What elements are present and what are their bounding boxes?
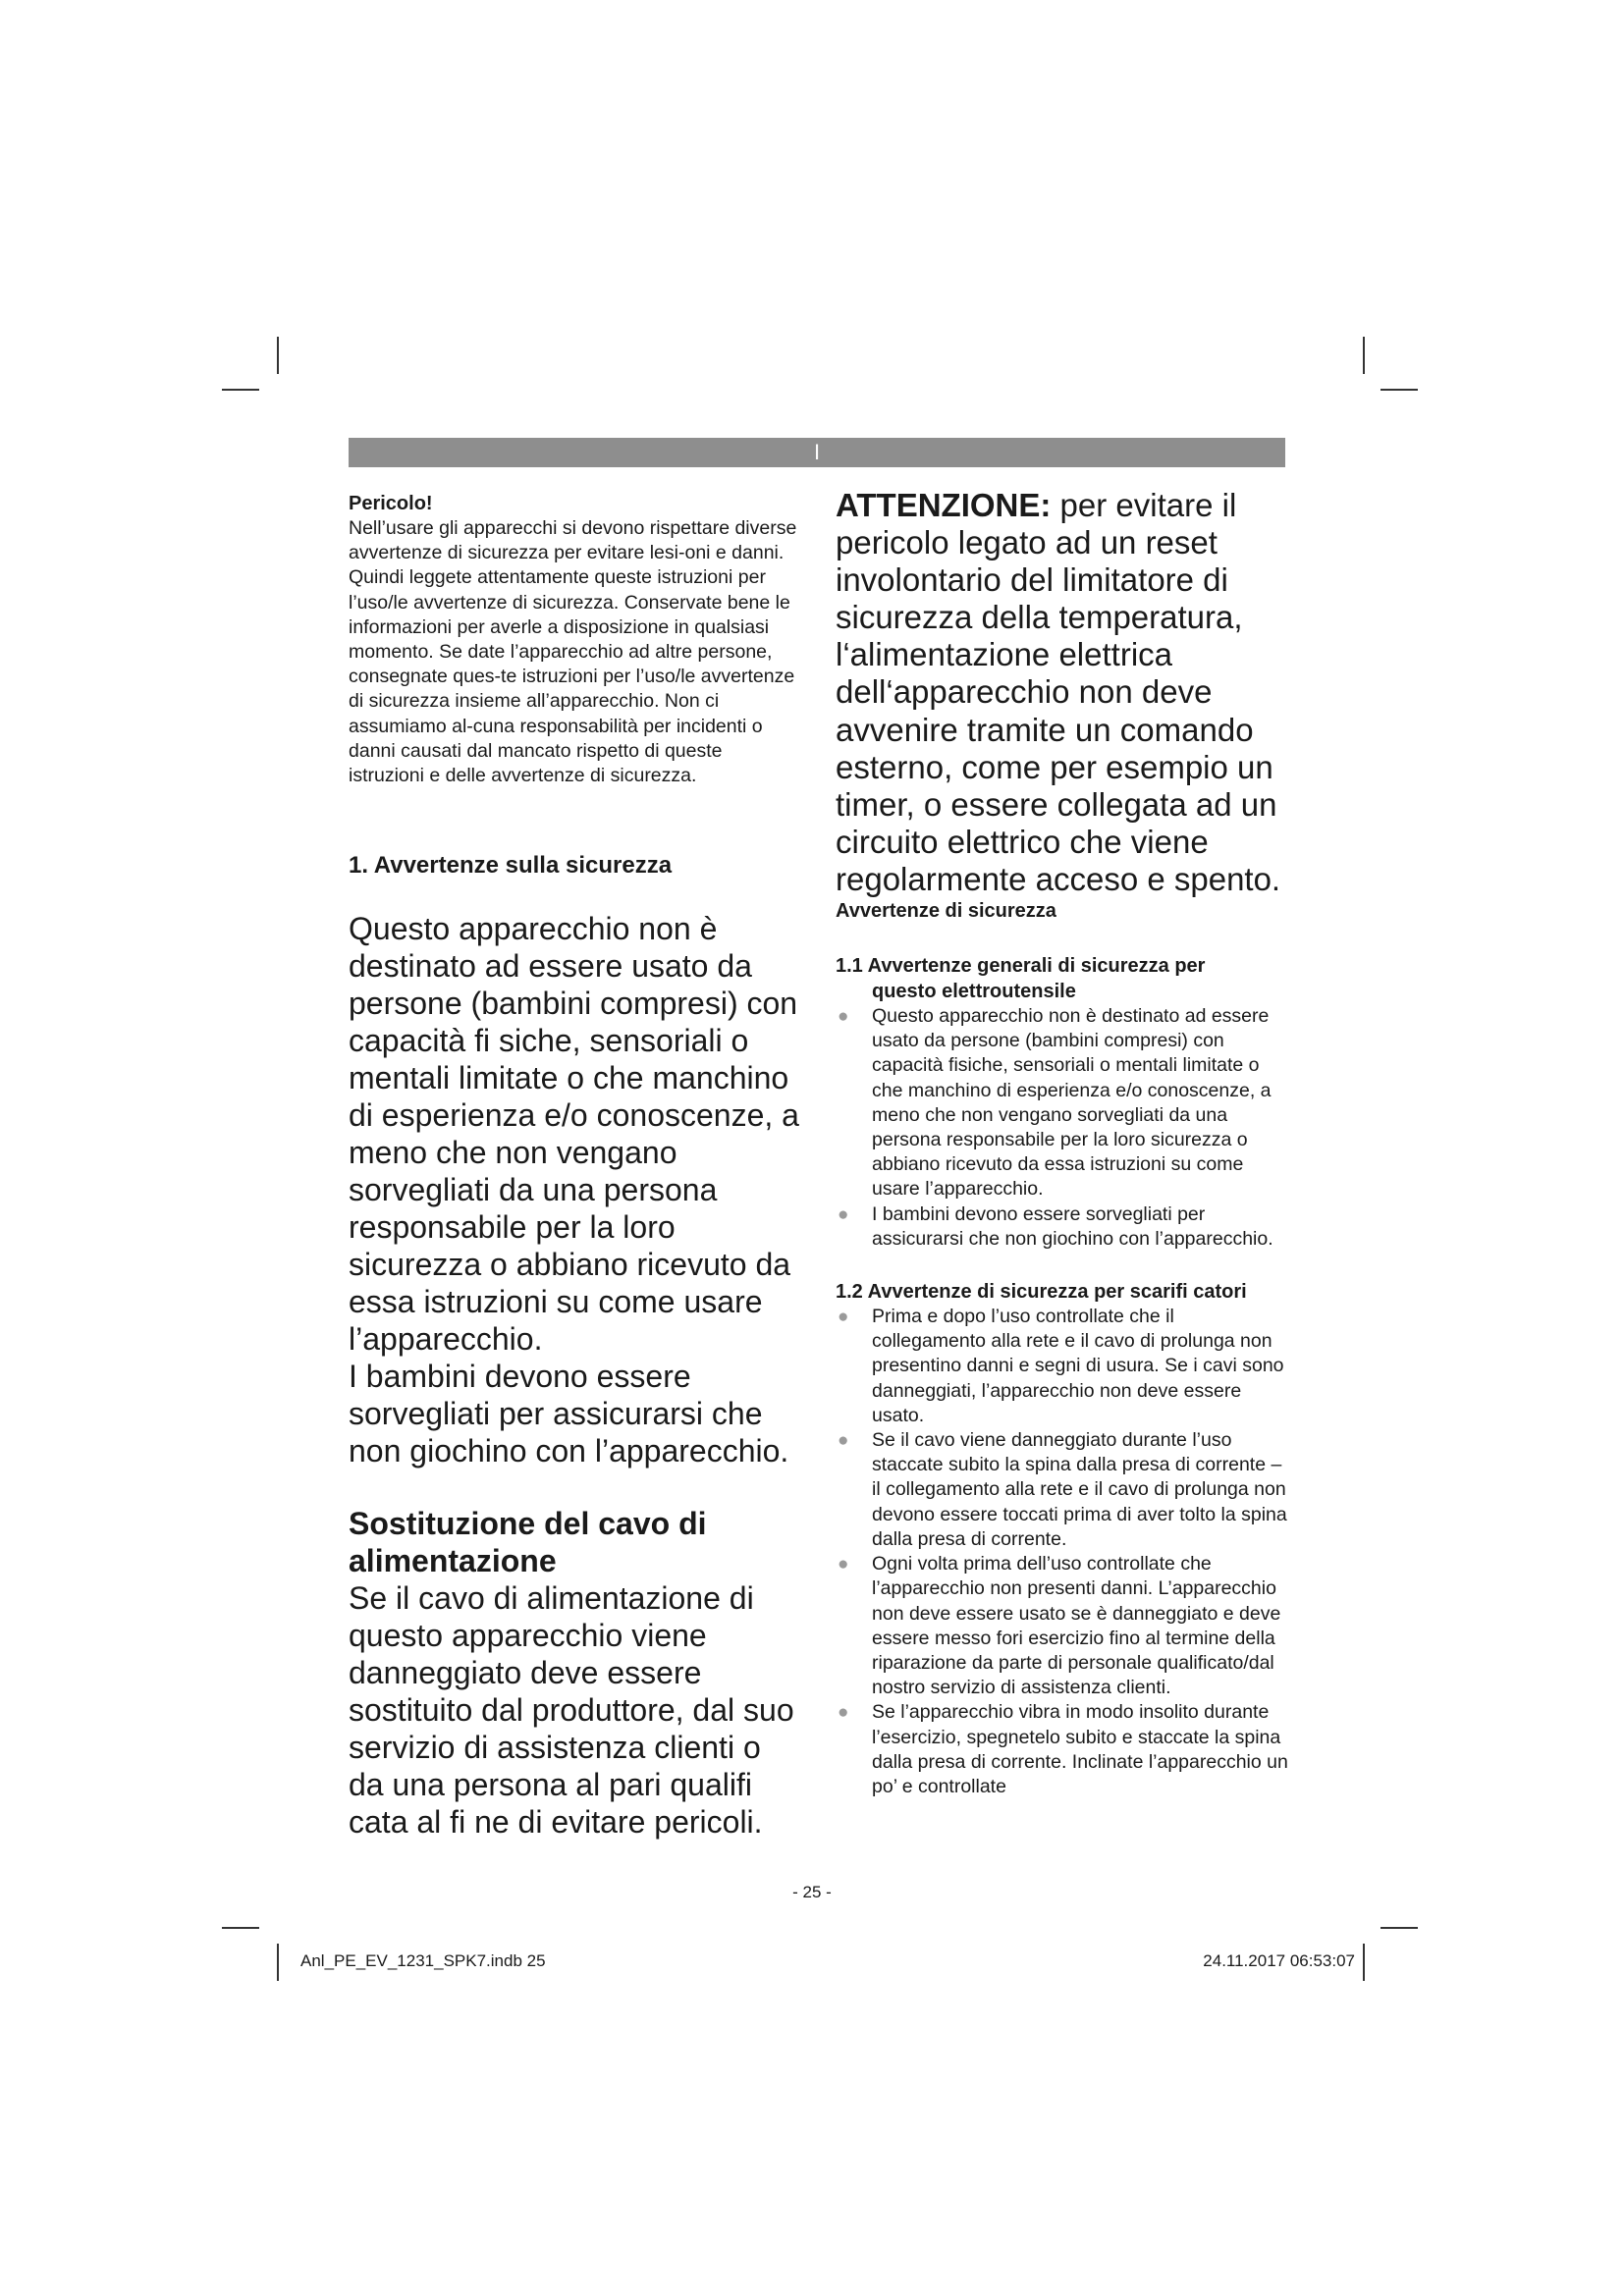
danger-paragraph: Nell’usare gli apparecchi si devono rispettare diverse avvertenze di sicurezza per evitare lesi-oni e danni. Quindi leggete attentamente queste istruzioni per l’uso/le avvertenze di sicurezza. Conservate bene le informazioni per averle a disposizione in qualsiasi momento. Se date l’apparecchio ad altre persone, consegnate ques-te istruzioni per l’uso/le avvertenze di sicurezza insieme all’apparecchio. Non ci assumiamo al-cuna responsabilità per incidenti o danni causati dal mancato rispetto di queste istruzioni e delle avvertenze di sicurezza.: [349, 517, 797, 787]
crop-mark-bottom-right-horizontal: [1380, 1927, 1418, 1929]
right-column: [836, 487, 1289, 1799]
bullet-icon: ●: [838, 1006, 849, 1028]
crop-mark-bottom-right-vertical: [1363, 1944, 1365, 1981]
list-item-text: Ogni volta prima dell’uso controllate che l’apparecchio non presenti danni. L’apparecchio non deve essere usato se è danneggiato e deve essere messo fori esercizio fino al termine della riparazione da parte di personale qualificato/dal nostro servizio di assistenza clienti.: [872, 1553, 1281, 1699]
print-timestamp: 24.11.2017 06:53:07: [1203, 1951, 1355, 1970]
crop-mark-top-right-horizontal: [1380, 389, 1418, 391]
crop-mark-top-right-vertical: [1363, 337, 1365, 374]
attention-label: ATTENZIONE:: [836, 487, 1052, 523]
bullet-icon: ●: [838, 1203, 849, 1225]
bullet-icon: ●: [838, 1702, 849, 1724]
list-item: [836, 1004, 1289, 1202]
bullet-icon: ●: [838, 1307, 849, 1328]
subsection-1-2-title: 1.2 Avvertenze di sicurezza per scarifi catori: [836, 1281, 1247, 1304]
list-item: [836, 1428, 1289, 1552]
list-item-text: Questo apparecchio non è destinato ad essere usato da persone (bambini compresi) con capacità fisiche, sensoriali o mentali limitate o che manchino di esperienza e/o conoscenze, a meno che non vengano sorvegliati da una persona responsabile per la loro sicurezza o abbiano ricevuto da essa istruzioni su come usare l’apparecchio.: [872, 1005, 1272, 1201]
attention-text: per evitare il pericolo legato ad un reset involontario del limitatore di sicurezza della temperatura, l‘alimentazione elettrica dell‘apparecchio non deve avvenire tramite un comando esterno, come per esempio un timer, o essere collegata ad un circuito elettrico che viene regolarmente acceso e spento.: [836, 487, 1281, 897]
subsection-1-1-title-line2: questo elettroutensile: [872, 981, 1076, 1003]
language-header-bar: [349, 438, 1285, 467]
list-item: [836, 1552, 1289, 1700]
list-item-text: I bambini devono essere sorvegliati per assicurarsi che non giochino con l’apparecchio.: [872, 1202, 1273, 1250]
crop-mark-top-left-vertical: [277, 337, 279, 374]
subsection-1-2-list: [836, 1305, 1289, 1799]
list-item: [836, 1202, 1289, 1252]
cable-replacement-heading: Sostituzione del cavo di alimentazione: [349, 1506, 707, 1579]
page-number: - 25 -: [792, 1883, 832, 1901]
subsection-1-1-list: [836, 1004, 1289, 1252]
file-name: Anl_PE_EV_1231_SPK7.indb 25: [300, 1951, 546, 1970]
section-1-title: 1. Avvertenze sulla sicurezza: [349, 852, 673, 880]
crop-mark-bottom-left-horizontal: [222, 1927, 259, 1929]
safety-warnings-heading: Avvertenze di sicurezza: [836, 900, 1056, 923]
subsection-1-1-title: [836, 953, 1289, 1004]
left-column: [349, 491, 800, 1841]
danger-heading: Pericolo!: [349, 493, 433, 514]
list-item-text: Se l’apparecchio vibra in modo insolito durante l’esercizio, spegnetelo subito e staccate la spina dalla presa di corrente. Inclinate l’apparecchio un po’ e controllate: [872, 1701, 1288, 1797]
language-section-letter: I: [813, 440, 821, 464]
children-warning-paragraph: Questo apparecchio non è destinato ad essere usato da persone (bambini compresi) con capacità fi siche, sensoriali o mentali limitate o che manchino di esperienza e/o conoscenze, a meno che non vengano sorvegliati da una persona responsabile per la loro sicurezza o abbiano ricevuto da essa istruzioni su come usare l’apparecchio.: [349, 911, 799, 1358]
cable-replacement-paragraph: Se il cavo di alimentazione di questo apparecchio viene danneggiato deve essere sostituito dal produttore, dal suo servizio di assistenza clienti o da una persona al pari qualifi cata al fi ne di evitare pericoli.: [349, 1580, 794, 1841]
list-item-text: Prima e dopo l’uso controllate che il collegamento alla rete e il cavo di prolunga non presentino danni e segni di usura. Se i cavi sono danneggiati, l’apparecchio non deve essere usato.: [872, 1306, 1284, 1426]
crop-mark-bottom-left-vertical: [277, 1944, 279, 1981]
bullet-icon: ●: [838, 1430, 849, 1452]
list-item: [836, 1305, 1289, 1428]
list-item: [836, 1700, 1289, 1799]
subsection-1-1-title-line1: 1.1 Avvertenze generali di sicurezza per: [836, 955, 1206, 978]
bullet-icon: ●: [838, 1554, 849, 1575]
attention-paragraph: [836, 487, 1289, 898]
children-supervision-paragraph: I bambini devono essere sorvegliati per assicurarsi che non giochino con l’apparecchio.: [349, 1359, 789, 1469]
list-item-text: Se il cavo viene danneggiato durante l’uso staccate subito la spina dalla presa di corrente – il collegamento alla rete e il cavo di prolunga non devono essere toccati prima di aver tolto la spina dalla presa di corrente.: [872, 1429, 1287, 1550]
crop-mark-top-left-horizontal: [222, 389, 259, 391]
